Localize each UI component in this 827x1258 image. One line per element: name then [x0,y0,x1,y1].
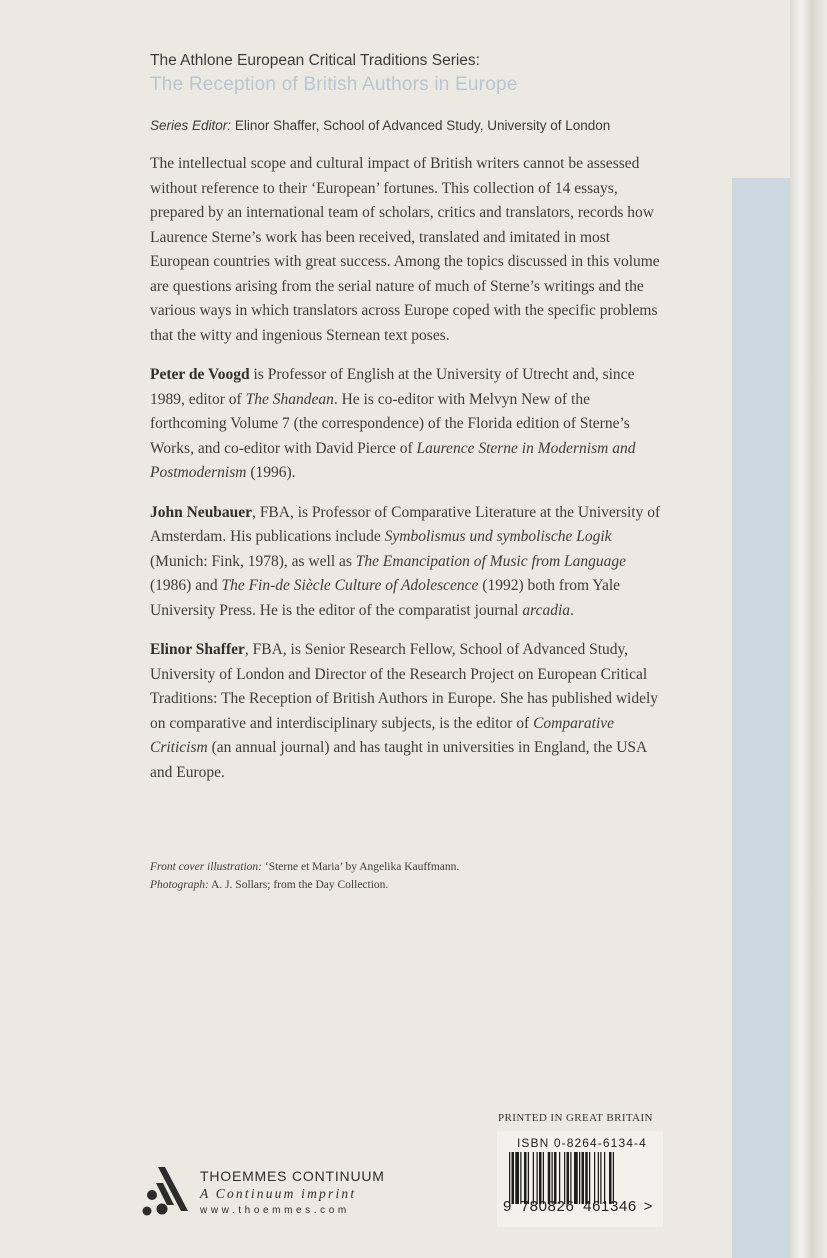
barcode-bar [515,1152,519,1204]
book-edge [790,0,827,1258]
bio-title: The Shandean [245,390,334,408]
barcode-bar [594,1152,595,1204]
barcode-bar [609,1152,612,1204]
barcode-lead-digit: 9 [503,1198,512,1215]
barcode-bar [600,1152,601,1204]
barcode-bar [537,1152,538,1204]
barcode-bar [585,1152,588,1204]
barcode-bar [552,1152,553,1204]
series-title: The Athlone European Critical Traditions Series: [150,52,480,69]
bio-title: arcadia [522,601,571,619]
barcode-bar [533,1152,534,1204]
photo-credit [150,876,650,894]
bio-title: The Fin-de Siècle Culture of Adolescence [221,577,479,594]
bio-devoogd [150,363,670,486]
imprint-name: THOEMMES CONTINUUM [200,1168,385,1184]
bio-shaffer-name: Elinor Shaffer [150,641,245,658]
bio-text: is Professor of English at the University of Utrecht and, since 1989, editor of [150,366,635,408]
barcode-bar [509,1152,510,1204]
barcode-bar [548,1152,551,1204]
barcode-bar [554,1152,557,1204]
imprint-url: www.thoemmes.com [200,1205,350,1216]
bio-text: (Munich: Fink, 1978), as well as [150,552,356,570]
barcode-bar [539,1152,542,1204]
printed-in: PRINTED IN GREAT BRITAIN [498,1112,653,1124]
barcode-bar [613,1152,614,1204]
series-editor-name: Elinor Shaffer, School of Advanced Study, University of London [234,118,611,133]
barcode-bar [589,1152,590,1204]
imprint-tagline: A Continuum imprint [200,1186,357,1201]
bio-neubauer [150,501,670,624]
barcode-bar [543,1152,544,1204]
blurb [150,152,670,800]
bio-neubauer-name: John Neubauer [150,503,253,521]
description: The intellectual scope and cultural impact of British writers cannot be assessed without reference to their ‘European’ fortunes. This collection of 14 essays, prepared by an international team of scholars, critics and translators, records how Laurence Sterne’s work has been received, translated and imitated in most European countries with great success. Among the topics discussed in this volume are questions arising from the serial nature of much of Sterne’s writings and the various ways in which translators across Europe coped with the specific problems that the witty and ingenious Sternean text poses. [150,155,660,344]
bio-text: (1996). [246,464,296,481]
photo-credit-text: A. J. Sollars; from the Day Collection. [208,879,389,891]
cover-credit-label: Front cover illustration: [150,861,263,873]
barcode-bar [528,1152,529,1204]
barcode-group-1: 780826 [520,1198,575,1215]
barcode-bar [574,1152,578,1204]
bio-text: . He is co-editor with Melvyn New of the forthcoming Volume 7 (the correspondence) of the Florida edition of Sterne’s Works, and co-editor with David Pierce of [150,390,630,457]
bio-shaffer [150,638,670,785]
barcode-digits [503,1198,673,1215]
bio-text: (1986) and [150,577,222,594]
imprint [200,1168,385,1219]
blue-band [732,178,790,1258]
bio-text: . [570,601,574,619]
bio-title: Symbolismus und symbolische Logik [384,528,612,545]
bio-title: Laurence Sterne in Modernism and Postmodernism [150,439,636,481]
bio-text: (1992) both from Yale University Press. He is the editor of the comparatist journal [150,577,621,619]
barcode-group-2: 461346 [583,1198,637,1215]
barcode-bar [570,1152,571,1204]
cover-credit [150,858,650,876]
barcode-bar [524,1152,527,1204]
barcode-bar [559,1152,560,1204]
barcode-bar [604,1152,605,1204]
photo-credit-label: Photograph: [150,879,209,891]
barcode-bar [582,1152,585,1204]
credits [150,858,650,894]
barcode-trail: > [643,1198,653,1215]
series-subtitle: The Reception of British Authors in Europe [150,74,518,95]
barcode-bar [512,1152,515,1204]
thoemmes-logo-icon [138,1165,190,1220]
bio-text: , FBA, is Senior Research Fellow, School of Advanced Study, University of London and Director of the Research Project on European Critical Traditions: The Reception of British Authors in Europe. She has published widely on comparative and interdisciplinary subjects, is the editor of [150,641,659,732]
barcode-bar [520,1152,521,1204]
bio-title: Comparative Criticism [150,714,615,756]
barcode-bar [567,1152,570,1204]
bio-title: The Emancipation of Music from Language [355,552,627,570]
barcode [509,1152,659,1204]
bio-devoogd-name: Peter de Voogd [150,366,250,383]
cover-credit-text: ‘Sterne et Maria’ by Angelika Kauffmann. [262,861,460,873]
barcode-bar [598,1152,599,1204]
bio-text: (an annual journal) and has taught in universities in England, the USA and Europe. [150,739,647,781]
barcode-bar [564,1152,565,1204]
barcode-bar [579,1152,580,1204]
series-editor [150,118,610,133]
isbn-number: ISBN 0-8264-6134-4 [517,1136,647,1150]
series-editor-label: Series Editor: [150,118,232,133]
bio-text: , FBA, is Professor of Comparative Literature at the University of Amsterdam. His publications include [150,503,661,545]
series-header [150,50,518,98]
